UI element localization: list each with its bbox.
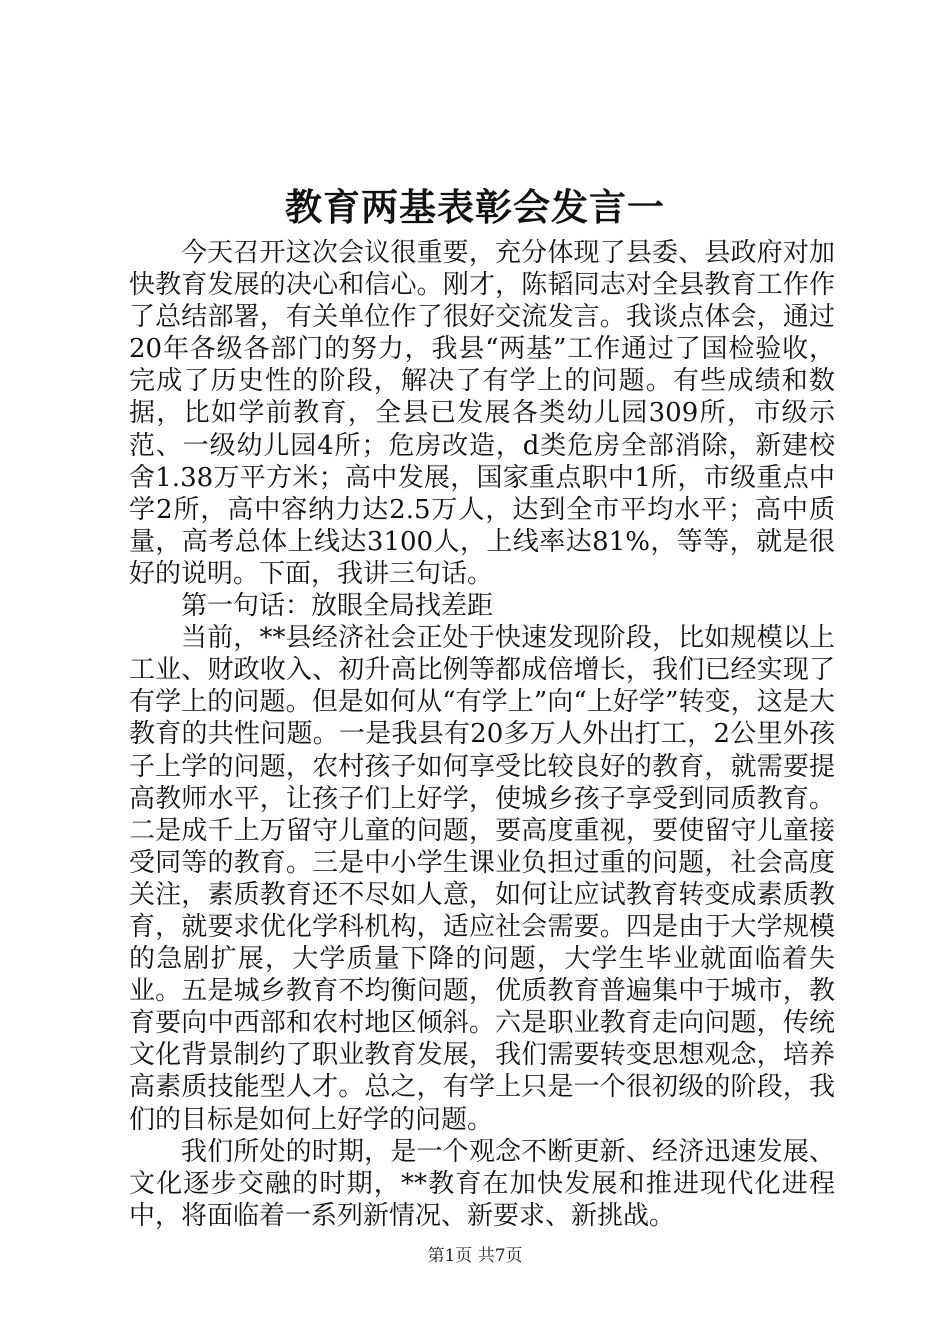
section-heading-first: 第一句话：放眼全局找差距 (181, 591, 494, 622)
paragraph-era: 我们所处的时期，是一个观念不断更新、经济迅速发展、文化逐步交融的时期，**教育在加快发展和推进现代化进程中，将面临着一系列新情况、新要求、新挑战。 (129, 1136, 835, 1231)
paragraph-first-section: 当前，**县经济社会正处于快速发现阶段，比如规模以上工业、财政收入、初升高比例等都成倍增长，我们已经实现了有学上的问题。但是如何从“有学上”向“上好学”转变，这是大教育的共性问题。一是我县有20多万人外出打工，2公里外孩子上学的问题，农村孩子如何享受比较良好的教育，就需要提高教师水平，让孩子们上好学，使城乡孩子享受到同质教育。二是成千上万留守儿童的问题，要高度重视，要使留守儿童接受同等的教育。三是中小学生课业负担过重的问题，社会高度关注，素质教育还不尽如人意，如何让应试教育转变成素质教育，就要求优化学科机构，适应社会需要。四是由于大学规模的急剧扩展，大学质量下降的问题，大学生毕业就面临着失业。五是城乡教育不均衡问题，优质教育普遍集中于城市，教育要向中西部和农村地区倾斜。六是职业教育走向问题，传统文化背景制约了职业教育发展，我们需要转变思想观念，培养高素质技能型人才。总之，有学上只是一个很初级的阶段，我们的目标是如何上好学的问题。 (129, 623, 835, 1135)
document-body (129, 237, 835, 1232)
document-title: 教育两基表彰会发言一 (285, 185, 665, 229)
paragraph-intro: 今天召开这次会议很重要，充分体现了县委、县政府对加快教育发展的决心和信心。刚才，陈韬同志对全县教育工作作了总结部署，有关单位作了很好交流发言。我谈点体会，通过20年各级各部门的努力，我县“两基”工作通过了国检验收，完成了历史性的阶段，解决了有学上的问题。有些成绩和数据，比如学前教育，全县已发展各类幼儿园309所，市级示范、一级幼儿园4所；危房改造，d类危房全部消除，新建校舍1.38万平方米；高中发展，国家重点职中1所，市级重点中学2所，高中容纳力达2.5万人，达到全市平均水平；高中质量，高考总体上线达3100人，上线率达81%，等等，就是很好的说明。下面，我讲三句话。 (129, 238, 835, 589)
page-footer: 第1页 共7页 (427, 1246, 523, 1266)
